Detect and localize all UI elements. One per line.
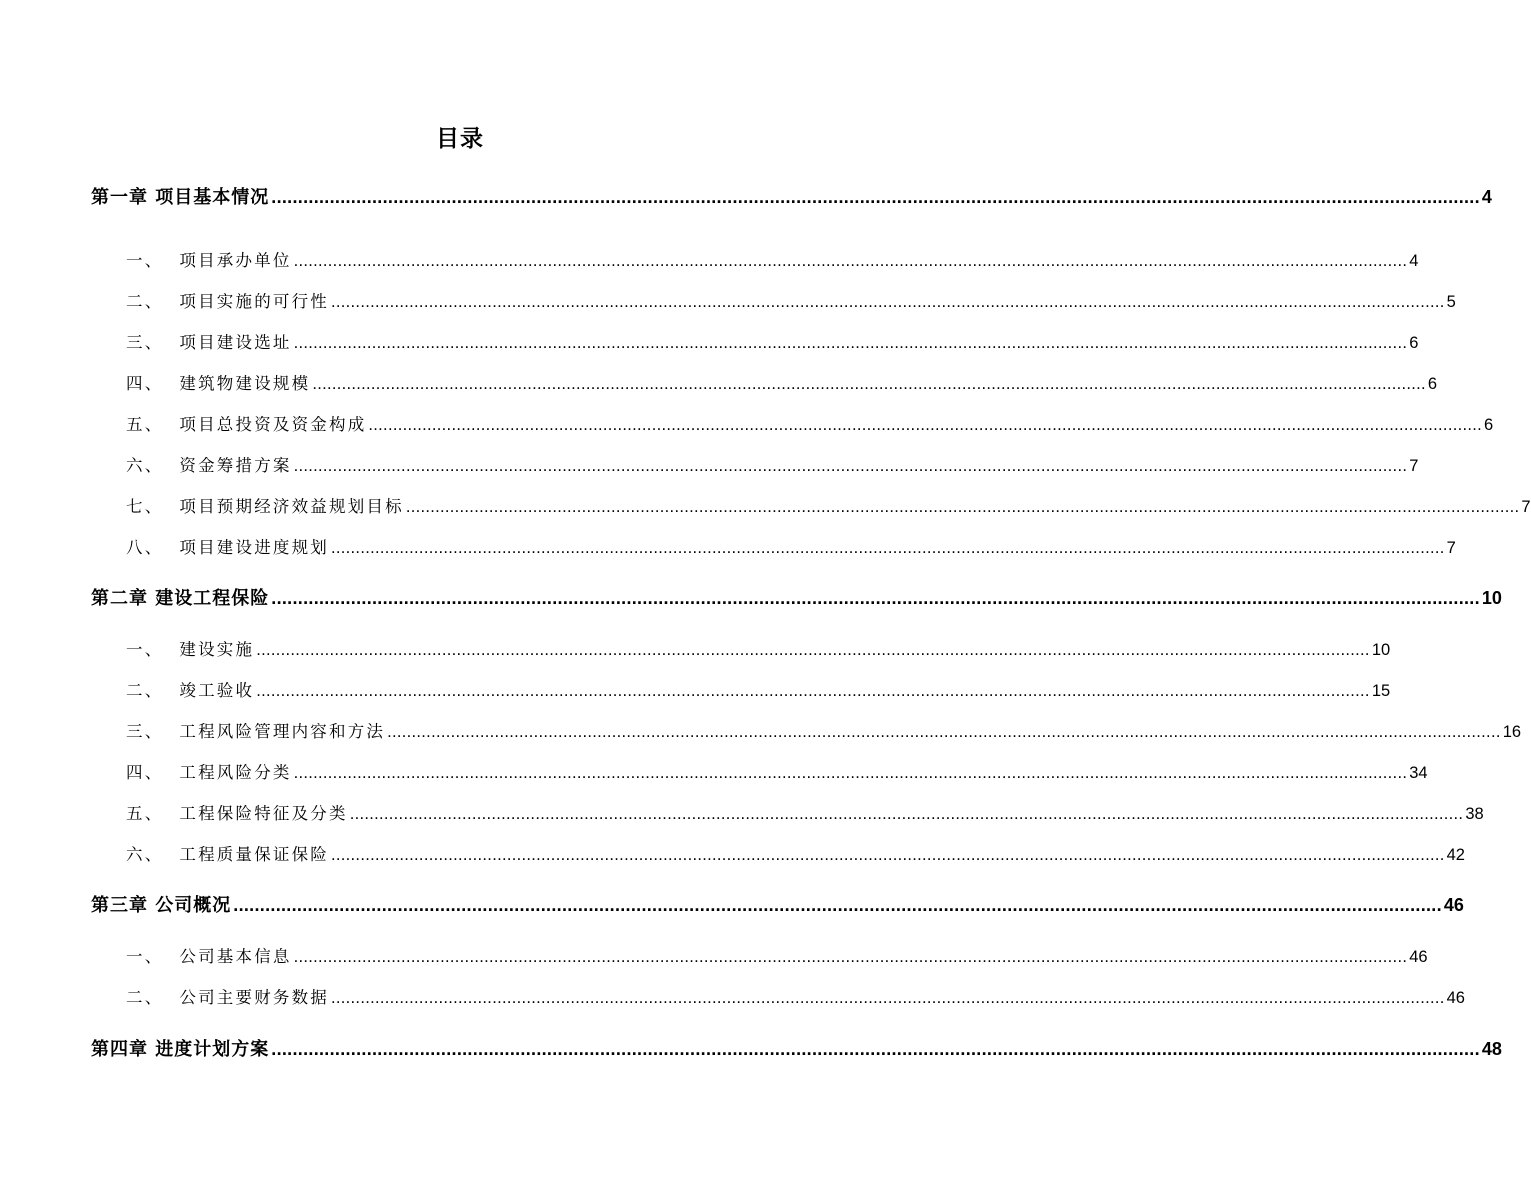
toc-entry-label: 三、 工程风险管理内容和方法 [126, 722, 386, 741]
toc-entry-label: 第三章 公司概况 [91, 895, 232, 916]
toc-dot-leader: .................................................................................................................................................................................................................................... [293, 334, 1408, 352]
toc-entry-label: 六、 资金筹措方案 [126, 456, 292, 475]
toc-entry-label: 一、 建设实施 [126, 640, 255, 659]
toc-dot-leader: .................................................................................................................................................................................................................................... [312, 375, 1426, 393]
toc-dot-leader: .................................................................................................................................................................................................................................... [405, 498, 1520, 516]
toc-entry-section[interactable] [126, 288, 1456, 312]
toc-page-number: 10 [1481, 588, 1502, 608]
toc-dot-leader: .................................................................................................................................................................................................................................... [331, 293, 1445, 311]
toc-entry-section[interactable] [126, 984, 1465, 1008]
toc-entry-section[interactable] [126, 370, 1438, 394]
toc-dot-leader: .................................................................................................................................................................................................................................... [271, 187, 1480, 207]
toc-entry-label: 二、 项目实施的可行性 [126, 292, 330, 311]
toc-page-number: 16 [1502, 723, 1522, 741]
toc-dot-leader: .................................................................................................................................................................................................................................... [293, 764, 1408, 782]
toc-page-number: 46 [1443, 895, 1464, 915]
toc-page-number: 7 [1446, 539, 1456, 557]
toc-entry-section[interactable] [126, 841, 1465, 865]
toc-entry-section[interactable] [126, 329, 1419, 353]
toc-dot-leader: .................................................................................................................................................................................................................................... [256, 682, 1370, 700]
toc-entry-label: 二、 竣工验收 [126, 681, 255, 700]
toc-entry-section[interactable] [126, 943, 1428, 967]
toc-entry-label: 八、 项目建设进度规划 [126, 538, 330, 557]
toc-entry-section[interactable] [126, 636, 1391, 660]
toc-entry-section[interactable] [126, 493, 1531, 517]
toc-entry-section[interactable] [126, 411, 1494, 435]
toc-entry-label: 三、 项目建设选址 [126, 333, 292, 352]
toc-entry-label: 四、 工程风险分类 [126, 763, 292, 782]
toc-page-number: 46 [1409, 948, 1428, 966]
toc-entry-chapter[interactable] [91, 584, 1502, 610]
toc-dot-leader: .................................................................................................................................................................................................................................... [293, 457, 1408, 475]
toc-page-number: 42 [1446, 846, 1465, 864]
toc-page-number: 4 [1409, 252, 1419, 270]
toc-dot-leader: .................................................................................................................................................................................................................................... [271, 1039, 1480, 1059]
toc-page-number: 7 [1521, 498, 1531, 516]
toc-page-number: 15 [1371, 682, 1391, 700]
toc-entry-label: 五、 工程保险特征及分类 [126, 804, 348, 823]
toc-page-number: 6 [1409, 334, 1419, 352]
toc-page-number: 5 [1446, 293, 1456, 311]
toc-page-number: 38 [1465, 805, 1484, 823]
toc-dot-leader: .................................................................................................................................................................................................................................... [293, 948, 1408, 966]
toc-entry-label: 第一章 项目基本情况 [91, 187, 270, 208]
toc-entry-chapter[interactable] [91, 1035, 1502, 1061]
toc-entry-section[interactable] [126, 247, 1419, 271]
toc-page-number: 48 [1481, 1039, 1502, 1059]
toc-dot-leader: .................................................................................................................................................................................................................................... [368, 416, 1483, 434]
toc-dot-leader: .................................................................................................................................................................................................................................... [349, 805, 1464, 823]
toc-dot-leader: .................................................................................................................................................................................................................................... [331, 846, 1445, 864]
toc-dot-leader: .................................................................................................................................................................................................................................... [293, 252, 1408, 270]
toc-entry-label: 一、 公司基本信息 [126, 947, 292, 966]
toc-dot-leader: .................................................................................................................................................................................................................................... [331, 539, 1445, 557]
toc-entry-chapter[interactable] [91, 183, 1492, 209]
toc-entry-label: 一、 项目承办单位 [126, 251, 292, 270]
toc-entry-section[interactable] [126, 534, 1456, 558]
toc-entry-chapter[interactable] [91, 891, 1464, 917]
toc-entry-section[interactable] [126, 718, 1522, 742]
toc-entry-section[interactable] [126, 677, 1391, 701]
toc-title: 目录 [436, 126, 484, 152]
toc-dot-leader: .................................................................................................................................................................................................................................... [233, 895, 1442, 915]
toc-entry-section[interactable] [126, 452, 1419, 476]
toc-entry-section[interactable] [126, 759, 1428, 783]
toc-dot-leader: .................................................................................................................................................................................................................................... [256, 641, 1370, 659]
toc-dot-leader: .................................................................................................................................................................................................................................... [271, 588, 1480, 608]
toc-page-number: 6 [1484, 416, 1494, 434]
toc-page-number: 7 [1409, 457, 1419, 475]
toc-entry-label: 五、 项目总投资及资金构成 [126, 415, 367, 434]
toc-dot-leader: .................................................................................................................................................................................................................................... [331, 989, 1445, 1007]
toc-entry-label: 七、 项目预期经济效益规划目标 [126, 497, 404, 516]
toc-entry-label: 第四章 进度计划方案 [91, 1039, 270, 1060]
toc-dot-leader: .................................................................................................................................................................................................................................... [387, 723, 1501, 741]
toc-entry-label: 六、 工程质量保证保险 [126, 845, 330, 864]
toc-page-number: 4 [1481, 187, 1492, 207]
toc-page-number: 10 [1371, 641, 1391, 659]
toc-entry-label: 二、 公司主要财务数据 [126, 988, 330, 1007]
toc-entry-label: 四、 建筑物建设规模 [126, 374, 311, 393]
toc-page-number: 34 [1409, 764, 1428, 782]
toc-entry-section[interactable] [126, 800, 1484, 824]
toc-page-number: 6 [1427, 375, 1438, 393]
toc-page-number: 46 [1446, 989, 1465, 1007]
toc-entry-label: 第二章 建设工程保险 [91, 588, 270, 609]
